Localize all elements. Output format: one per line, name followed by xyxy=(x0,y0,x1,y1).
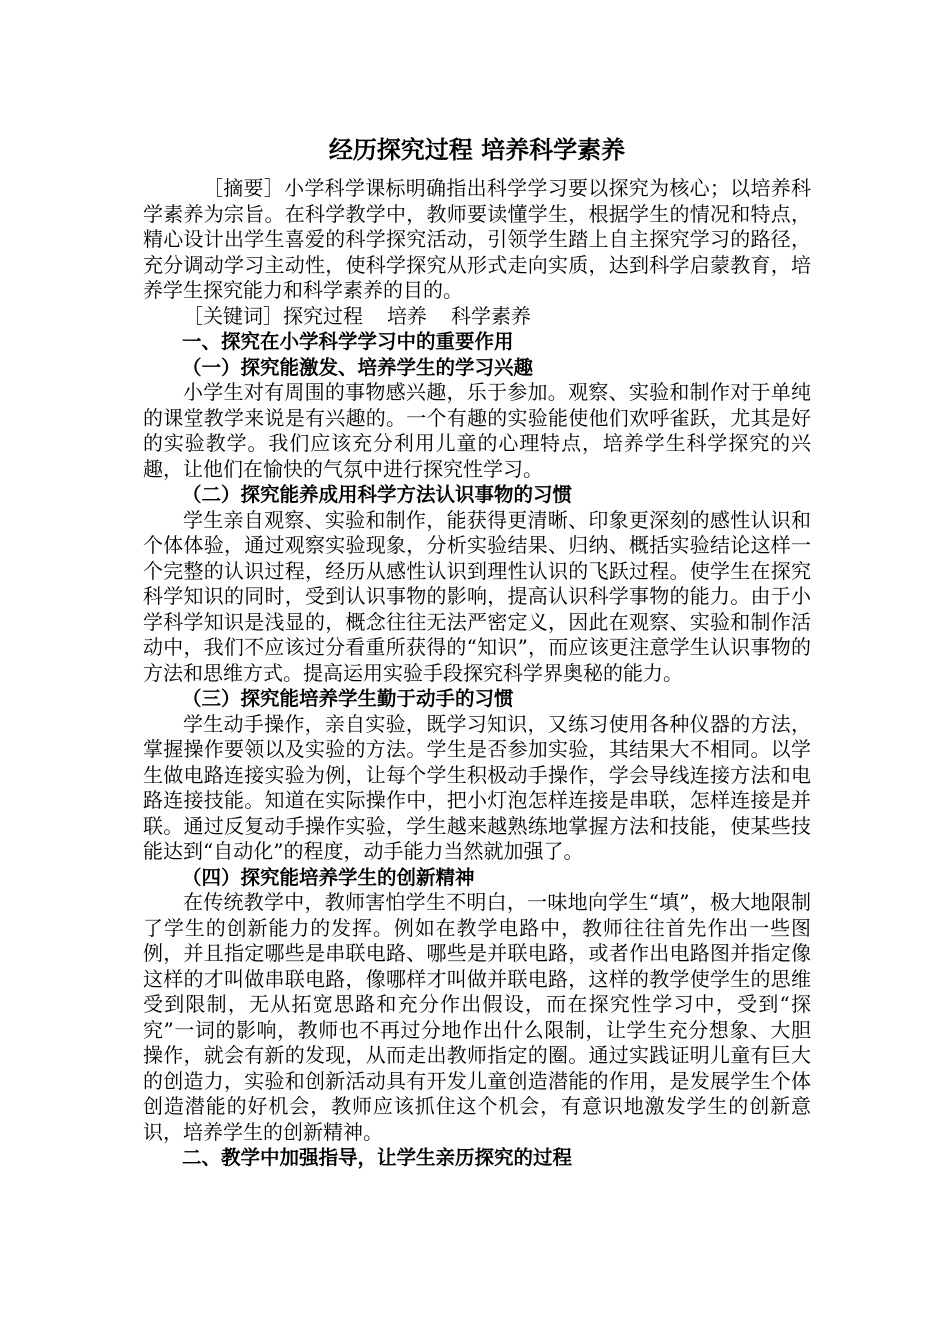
subsection-heading: （二）探究能养成用科学方法认识事物的习惯 xyxy=(182,483,573,506)
body-paragraph: 学生动手操作，亲自实验，既学习知识，又练习使用各种仪器的方法，掌握操作要领以及实验的方法。学生是否参加实验，其结果大不相同。以学生做电路连接实验为例，让每个学生积极动手操作，学会导线连接方法和电路连接技能。知道在实际操作中，把小灯泡怎样连接是串联，怎样连接是并联。通过反复动手操作实验，学生越来越熟练地掌握方法和技能，使某些技能达到“自动化”的程度，动手能力当然就加强了。 xyxy=(143,711,811,863)
abstract-text: 小学科学课标明确指出科学学习要以探究为核心；以培养科学素养为宗旨。在科学教学中，教师要读懂学生，根据学生的情况和特点，精心设计出学生喜爱的科学探究活动，引领学生踏上自主探究学习的路径，充分调动学习主动性，使科学探究从形式走向实质，达到科学启蒙教育，培养学生探究能力和科学素养的目的。 xyxy=(143,176,812,302)
abstract-label: ［摘要］ xyxy=(203,176,285,200)
body-paragraph: 在传统教学中，教师害怕学生不明白，一味地向学生“填”，极大地限制了学生的创新能力的发挥。例如在教学电路中，教师往往首先作出一些图例，并且指定哪些是串联电路、哪些是并联电路，或者作出电路图并指定像这样的才叫做串联电路，像哪样才叫做并联电路，这样的教学使学生的思维受到限制，无从拓宽思路和充分作出假设，而在探究性学习中，受到“探究”一词的影响，教师也不再过分地作出什么限制，让学生充分想象、大胆操作，就会有新的发现，从而走出教师指定的圈。通过实践证明儿童有巨大的创造力，实验和创新活动具有开发儿童创造潜能的作用，是发展学生个体创造潜能的好机会，教师应该抓住这个机会，有意识地激发学生的创新意识，培养学生的创新精神。 xyxy=(143,890,811,1144)
keywords-line xyxy=(143,304,811,330)
section-heading-2: 二、教学中加强指导，让学生亲历探究的过程 xyxy=(182,1146,573,1169)
subsection-heading: （四）探究能培养学生的创新精神 xyxy=(182,865,475,889)
document-page xyxy=(143,128,811,1171)
body-paragraph: 学生亲自观察、实验和制作，能获得更清晰、印象更深刻的感性认识和个体体验，通过观察实验现象，分析实验结果、归纳、概括实验结论这样一个完整的认识过程，经历从感性认识到理性认识的飞跃过程。使学生在探究科学知识的同时，受到认识事物的影响，提高认识科学事物的能力。由于小学科学知识是浅显的，概念往往无法严密定义，因此在观察、实验和制作活动中，我们不应该过分看重所获得的“知识”，而应该更注意学生认识事物的方法和思维方式。提高运用实验手段探究科学界奥秘的能力。 xyxy=(143,507,811,685)
keywords-label: ［关键词］ xyxy=(183,303,283,328)
keyword-item: 科学素养 xyxy=(451,303,531,328)
document-title: 经历探究过程 培养科学素养 xyxy=(328,136,626,164)
section-heading-1: 一、探究在小学科学学习中的重要作用 xyxy=(182,330,514,353)
keyword-item: 探究过程 xyxy=(283,303,363,328)
body-paragraph: 小学生对有周围的事物感兴趣，乐于参加。观察、实验和制作对于单纯的课堂教学来说是有兴趣的。一个有趣的实验能使他们欢呼雀跃，尤其是好的实验教学。我们应该充分利用儿童的心理特点，培养学生科学探究的兴趣，让他们在愉快的气氛中进行探究性学习。 xyxy=(143,380,811,481)
abstract-paragraph xyxy=(143,176,811,304)
keyword-item: 培养 xyxy=(387,303,427,328)
subsection-heading: （一）探究能激发、培养学生的学习兴趣 xyxy=(182,355,534,379)
subsection-heading: （三）探究能培养学生勤于动手的习惯 xyxy=(182,687,514,710)
